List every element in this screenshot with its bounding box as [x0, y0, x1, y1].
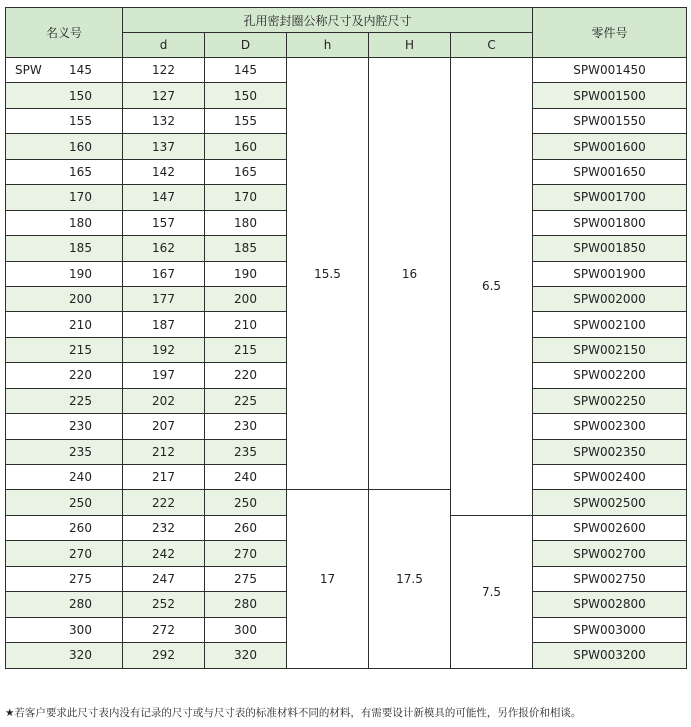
part-number-cell: SPW002300 [533, 414, 687, 439]
nominal-cell [6, 541, 123, 566]
nominal-value: 275 [69, 571, 92, 586]
nominal-value: 145 [69, 63, 92, 78]
cell-d: 132 [123, 108, 205, 133]
part-number-cell: SPW002350 [533, 439, 687, 464]
cell-d: 127 [123, 83, 205, 108]
cell-D: 145 [205, 58, 287, 83]
header-dimension-group: 孔用密封圈公称尺寸及内腔尺寸 [123, 8, 533, 33]
header-part-number: 零件号 [533, 8, 687, 58]
cell-D: 165 [205, 159, 287, 184]
part-number-cell: SPW001700 [533, 185, 687, 210]
nominal-cell [6, 363, 123, 388]
cell-d: 147 [123, 185, 205, 210]
nominal-value: 180 [69, 215, 92, 230]
table-body [6, 58, 687, 669]
cell-D: 220 [205, 363, 287, 388]
nominal-cell [6, 337, 123, 362]
cell-D: 170 [205, 185, 287, 210]
nominal-value: 320 [69, 648, 92, 663]
header-nominal: 名义号 [6, 8, 123, 58]
nominal-value: 220 [69, 368, 92, 383]
nominal-value: 250 [69, 495, 92, 510]
nominal-value: 235 [69, 444, 92, 459]
nominal-prefix: SPW [15, 63, 42, 78]
cell-d: 247 [123, 566, 205, 591]
cell-H-merged: 16 [369, 58, 451, 490]
nominal-cell [6, 515, 123, 540]
cell-d: 217 [123, 465, 205, 490]
cell-d: 192 [123, 337, 205, 362]
cell-d: 122 [123, 58, 205, 83]
nominal-cell [6, 210, 123, 235]
part-number-cell: SPW003200 [533, 643, 687, 668]
nominal-value: 280 [69, 597, 92, 612]
nominal-cell [6, 236, 123, 261]
nominal-cell [6, 490, 123, 515]
nominal-value: 165 [69, 164, 92, 179]
nominal-value: 190 [69, 266, 92, 281]
cell-D: 190 [205, 261, 287, 286]
part-number-cell: SPW002200 [533, 363, 687, 388]
cell-d: 162 [123, 236, 205, 261]
nominal-value: 260 [69, 521, 92, 536]
cell-d: 142 [123, 159, 205, 184]
cell-D: 260 [205, 515, 287, 540]
nominal-cell [6, 286, 123, 311]
nominal-cell [6, 312, 123, 337]
part-number-cell: SPW002500 [533, 490, 687, 515]
nominal-value: 170 [69, 190, 92, 205]
nominal-cell [6, 185, 123, 210]
cell-D: 300 [205, 617, 287, 642]
cell-D: 275 [205, 566, 287, 591]
cell-d: 157 [123, 210, 205, 235]
cell-d: 167 [123, 261, 205, 286]
cell-D: 180 [205, 210, 287, 235]
part-number-cell: SPW002150 [533, 337, 687, 362]
nominal-value: 225 [69, 393, 92, 408]
cell-h-merged: 17 [287, 490, 369, 668]
nominal-cell [6, 261, 123, 286]
header-h: h [287, 33, 369, 58]
nominal-value: 230 [69, 419, 92, 434]
part-number-cell: SPW002400 [533, 465, 687, 490]
nominal-cell [6, 134, 123, 159]
cell-D: 185 [205, 236, 287, 261]
header-d: d [123, 33, 205, 58]
cell-d: 197 [123, 363, 205, 388]
nominal-value: 200 [69, 292, 92, 307]
cell-D: 215 [205, 337, 287, 362]
header-C: C [451, 33, 533, 58]
cell-d: 232 [123, 515, 205, 540]
nominal-value: 240 [69, 470, 92, 485]
cell-D: 155 [205, 108, 287, 133]
part-number-cell: SPW001500 [533, 83, 687, 108]
nominal-cell [6, 159, 123, 184]
cell-H-merged: 17.5 [369, 490, 451, 668]
nominal-value: 270 [69, 546, 92, 561]
part-number-cell: SPW001800 [533, 210, 687, 235]
cell-D: 160 [205, 134, 287, 159]
nominal-cell [6, 414, 123, 439]
cell-d: 242 [123, 541, 205, 566]
cell-D: 225 [205, 388, 287, 413]
part-number-cell: SPW002700 [533, 541, 687, 566]
cell-d: 137 [123, 134, 205, 159]
cell-D: 280 [205, 592, 287, 617]
nominal-value: 185 [69, 241, 92, 256]
nominal-value: 150 [69, 88, 92, 103]
cell-D: 150 [205, 83, 287, 108]
part-number-cell: SPW001650 [533, 159, 687, 184]
nominal-cell [6, 617, 123, 642]
nominal-cell [6, 566, 123, 591]
part-number-cell: SPW002600 [533, 515, 687, 540]
cell-D: 270 [205, 541, 287, 566]
nominal-value: 155 [69, 114, 92, 129]
cell-D: 230 [205, 414, 287, 439]
nominal-cell [6, 465, 123, 490]
cell-d: 292 [123, 643, 205, 668]
nominal-value: 160 [69, 139, 92, 154]
part-number-cell: SPW001900 [533, 261, 687, 286]
nominal-cell [6, 108, 123, 133]
part-number-cell: SPW003000 [533, 617, 687, 642]
part-number-cell: SPW002800 [533, 592, 687, 617]
table-row [6, 58, 687, 83]
cell-D: 200 [205, 286, 287, 311]
table-row [6, 490, 687, 515]
cell-d: 222 [123, 490, 205, 515]
footnote: ★若客户要求此尺寸表内没有记录的尺寸或与尺寸表的标准材料不同的材料，有需要设计新模具的可能性，另作报价和相谈。 [5, 707, 582, 719]
nominal-value: 215 [69, 343, 92, 358]
cell-D: 250 [205, 490, 287, 515]
cell-d: 177 [123, 286, 205, 311]
nominal-value: 300 [69, 622, 92, 637]
part-number-cell: SPW002100 [533, 312, 687, 337]
nominal-cell [6, 83, 123, 108]
cell-d: 207 [123, 414, 205, 439]
nominal-cell [6, 58, 123, 83]
part-number-cell: SPW001550 [533, 108, 687, 133]
part-number-cell: SPW002750 [533, 566, 687, 591]
part-number-cell: SPW001450 [533, 58, 687, 83]
nominal-cell [6, 439, 123, 464]
cell-h-merged: 15.5 [287, 58, 369, 490]
part-number-cell: SPW001850 [533, 236, 687, 261]
nominal-value: 210 [69, 317, 92, 332]
part-number-cell: SPW001600 [533, 134, 687, 159]
cell-D: 210 [205, 312, 287, 337]
cell-C-merged: 7.5 [451, 515, 533, 668]
cell-d: 252 [123, 592, 205, 617]
cell-C-merged: 6.5 [451, 58, 533, 516]
cell-D: 240 [205, 465, 287, 490]
cell-d: 212 [123, 439, 205, 464]
header-D: D [205, 33, 287, 58]
cell-d: 187 [123, 312, 205, 337]
cell-d: 202 [123, 388, 205, 413]
part-number-cell: SPW002250 [533, 388, 687, 413]
part-number-cell: SPW002000 [533, 286, 687, 311]
cell-D: 235 [205, 439, 287, 464]
cell-d: 272 [123, 617, 205, 642]
header-H: H [369, 33, 451, 58]
nominal-cell [6, 643, 123, 668]
size-table [5, 7, 687, 669]
nominal-cell [6, 592, 123, 617]
cell-D: 320 [205, 643, 287, 668]
nominal-cell [6, 388, 123, 413]
